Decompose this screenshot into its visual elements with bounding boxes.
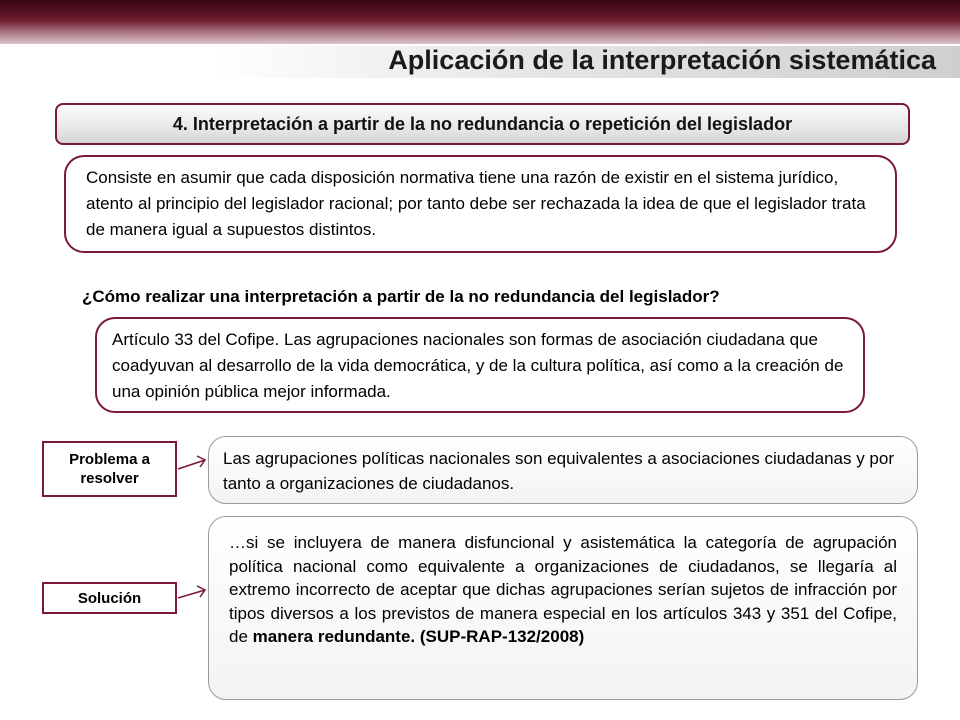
solution-panel bbox=[208, 516, 918, 700]
problem-text: Las agrupaciones políticas nacionales son equivalentes a asociaciones ciudadanas y por tanto a organizaciones de ciudadanos. bbox=[223, 449, 894, 493]
section-heading: 4. Interpretación a partir de la no redundancia o repetición del legislador bbox=[55, 103, 910, 145]
arrow-right-icon bbox=[178, 586, 205, 598]
problem-panel bbox=[208, 436, 918, 504]
article-text: Artículo 33 del Cofipe. Las agrupaciones nacionales son formas de asociación ciudadana que coadyuvan al desarrollo de la vida democrática, y de la cultura política, así como a la creación de una opinión pública mejor informada. bbox=[112, 330, 844, 401]
article-box bbox=[95, 317, 865, 413]
slide-title: Aplicación de la interpretación sistemática bbox=[388, 45, 936, 75]
definition-box bbox=[64, 155, 897, 253]
problem-label bbox=[42, 441, 177, 497]
solution-text: …si se incluyera de manera disfuncional y asistemática la categoría de agrupación política nacional como equivalente a organizaciones de ciudadanos, se llegaría al extremo incorrecto de aceptar que dichas agrupaciones serían sujetos de infracción por tipos diversos a los previstos de manera especial en los artículos 343 y 351 del Cofipe, de bbox=[229, 533, 897, 646]
top-banner bbox=[0, 0, 960, 44]
solution-label bbox=[42, 582, 177, 614]
solution-label-text: Solución bbox=[77, 589, 142, 607]
arrow-right-icon bbox=[178, 456, 205, 469]
solution-bold-text: manera redundante. (SUP-RAP-132/2008) bbox=[252, 627, 585, 646]
definition-text: Consiste en asumir que cada disposición normativa tiene una razón de existir en el sistema jurídico, atento al principio del legislador racional; por tanto debe ser rechazada la idea de que el legislador trata de manera igual a supuestos distintos. bbox=[86, 168, 866, 239]
question-heading: ¿Cómo realizar una interpretación a partir de la no redundancia del legislador? bbox=[82, 287, 720, 306]
problem-label-text: Problema a resolver bbox=[69, 451, 150, 487]
